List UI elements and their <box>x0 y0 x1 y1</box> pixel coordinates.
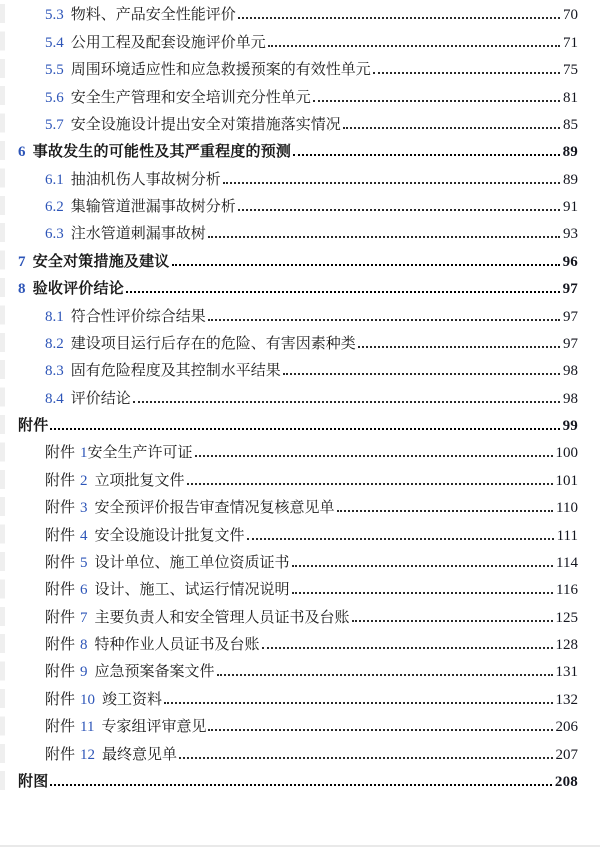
toc-entry[interactable] <box>0 632 600 659</box>
toc-entry-prefix: 附件 <box>45 608 76 626</box>
toc-entry-title: 事故发生的可能性及其严重程度的预测 <box>32 143 292 161</box>
toc-entry-number: 11 <box>80 719 95 736</box>
toc-entry-number: 5.5 <box>45 62 64 79</box>
toc-entry[interactable] <box>0 714 600 741</box>
toc-list <box>0 2 600 796</box>
toc-entry-title: 附图 <box>18 772 49 790</box>
toc-entry-title: 安全生产管理和安全培训充分性单元 <box>70 88 311 106</box>
toc-entry-title: 注水管道刺漏事故树 <box>70 225 206 243</box>
toc-entry[interactable] <box>0 303 600 330</box>
toc-leader-dots <box>262 647 553 649</box>
toc-entry[interactable] <box>0 331 600 358</box>
toc-entry-prefix: 附件 <box>45 526 76 544</box>
toc-entry-title: 符合性评价综合结果 <box>70 307 206 325</box>
toc-entry-title: 安全对策措施及建议 <box>32 252 170 270</box>
toc-entry-prefix: 附件 <box>45 553 76 571</box>
toc-entry-title: 附件 <box>18 417 49 434</box>
toc-entry-page: 89 <box>563 171 578 188</box>
toc-leader-dots <box>50 784 551 786</box>
toc-entry[interactable] <box>0 769 600 796</box>
toc-entry[interactable] <box>0 659 600 686</box>
toc-entry-page: 111 <box>556 527 578 544</box>
toc-entry[interactable] <box>0 467 600 494</box>
toc-entry-title: 主要负责人和安全管理人员证书及台账 <box>94 608 350 626</box>
toc-entry[interactable] <box>0 358 600 385</box>
toc-entry-prefix: 附件 <box>45 581 76 599</box>
toc-entry-number: 6.2 <box>45 199 64 215</box>
toc-leader-dots <box>195 455 553 457</box>
toc-entry-number: 8.1 <box>45 308 64 325</box>
toc-leader-dots <box>223 182 560 184</box>
toc-leader-dots <box>133 401 560 403</box>
toc-entry-page: 98 <box>563 390 578 407</box>
toc-entry-title: 验收评价结论 <box>32 280 124 298</box>
toc-entry[interactable] <box>0 577 600 604</box>
toc-entry-number: 8.2 <box>45 335 64 352</box>
toc-entry-title: 特种作业人员证书及台账 <box>94 636 260 653</box>
toc-entry[interactable] <box>0 221 600 248</box>
toc-entry[interactable] <box>0 84 600 111</box>
toc-entry-page: 85 <box>563 116 578 133</box>
toc-entry-title: 立项批复文件 <box>94 471 185 489</box>
toc-entry-title: 专家组评审意见 <box>101 718 207 736</box>
toc-entry-title: 竣工资料 <box>102 690 163 708</box>
toc-entry-prefix: 附件 <box>45 636 76 653</box>
toc-entry[interactable] <box>0 139 600 166</box>
toc-entry-page: 97 <box>562 281 578 298</box>
toc-entry-page: 101 <box>555 472 578 489</box>
toc-entry-number: 8.4 <box>45 390 64 407</box>
toc-entry[interactable] <box>0 522 600 549</box>
toc-entry-title: 应急预案备案文件 <box>94 663 215 681</box>
toc-entry-prefix: 附件 <box>45 690 76 708</box>
toc-entry-prefix: 附件 <box>45 663 76 681</box>
toc-entry[interactable] <box>0 112 600 139</box>
toc-entry-page: 128 <box>555 637 578 653</box>
toc-entry[interactable] <box>0 385 600 412</box>
toc-entry-page: 125 <box>555 609 578 626</box>
toc-entry-number: 1 <box>80 445 88 462</box>
toc-entry-number: 8.3 <box>45 363 64 380</box>
toc-leader-dots <box>247 538 554 540</box>
toc-leader-dots <box>337 510 554 512</box>
toc-entry-title: 最终意见单 <box>102 745 178 763</box>
toc-entry-page: 89 <box>562 144 578 161</box>
toc-entry-title: 设计单位、施工单位资质证书 <box>94 553 290 571</box>
toc-entry-title: 建设项目运行后存在的危险、有害因素种类 <box>70 334 356 352</box>
toc-leader-dots <box>358 346 560 348</box>
toc-entry-number: 5.4 <box>45 34 64 51</box>
toc-leader-dots <box>292 592 554 594</box>
toc-entry-prefix: 附件 <box>45 471 76 489</box>
toc-entry[interactable] <box>0 686 600 713</box>
toc-entry-number: 5.7 <box>45 116 64 133</box>
toc-entry-prefix: 附件 <box>45 444 76 462</box>
toc-entry-number: 7 <box>18 253 26 270</box>
toc-entry-page: 100 <box>555 445 578 462</box>
toc-entry-number: 8 <box>18 281 26 298</box>
toc-entry[interactable] <box>0 194 600 221</box>
toc-entry-page: 70 <box>563 7 578 24</box>
toc-entry-title: 物料、产品安全性能评价 <box>70 6 236 24</box>
toc-entry-number: 2 <box>80 472 88 489</box>
toc-entry-prefix: 附件 <box>45 745 76 763</box>
toc-entry-page: 114 <box>556 554 578 571</box>
toc-entry-page: 131 <box>555 664 578 681</box>
toc-entry-page: 208 <box>554 773 578 790</box>
toc-leader-dots <box>126 291 560 293</box>
toc-entry-title: 安全预评价报告审查情况复核意见单 <box>94 499 335 517</box>
toc-entry-number: 9 <box>80 664 88 681</box>
toc-entry[interactable] <box>0 550 600 577</box>
toc-entry[interactable] <box>0 413 600 440</box>
toc-entry-page: 96 <box>562 253 578 270</box>
toc-entry-number: 6.3 <box>45 226 64 243</box>
toc-entry[interactable] <box>0 440 600 467</box>
toc-leader-dots <box>373 72 560 74</box>
toc-entry-page: 97 <box>563 308 578 325</box>
toc-entry-page: 75 <box>563 62 578 79</box>
toc-entry-number: 6.1 <box>45 171 64 188</box>
toc-entry-prefix: 附件 <box>45 718 76 736</box>
toc-entry-title: 安全设施设计批复文件 <box>94 526 245 544</box>
toc-entry-number: 6 <box>80 582 88 599</box>
toc-entry-title: 安全设施设计提出安全对策措施落实情况 <box>70 115 341 133</box>
toc-entry-page: 116 <box>556 582 578 599</box>
toc-leader-dots <box>283 373 560 375</box>
toc-entry-title: 抽油机伤人事故树分析 <box>70 170 221 188</box>
toc-entry-number: 5.3 <box>45 7 64 24</box>
toc-leader-dots <box>172 264 560 266</box>
toc-leader-dots <box>238 209 560 211</box>
toc-leader-dots <box>268 45 560 47</box>
toc-entry[interactable] <box>0 57 600 84</box>
toc-entry[interactable] <box>0 166 600 193</box>
toc-leader-dots <box>352 620 553 622</box>
toc-entry-prefix: 附件 <box>45 499 76 517</box>
toc-entry[interactable] <box>0 248 600 275</box>
toc-leader-dots <box>208 319 560 321</box>
toc-entry[interactable] <box>0 29 600 56</box>
toc-leader-dots <box>313 100 560 102</box>
toc-entry-page: 98 <box>563 363 578 380</box>
toc-entry-number: 7 <box>80 609 88 626</box>
toc-entry-title: 设计、施工、试运行情况说明 <box>94 581 290 599</box>
toc-entry[interactable] <box>0 276 600 303</box>
toc-leader-dots <box>293 154 559 156</box>
toc-entry-page: 99 <box>562 418 578 434</box>
toc-entry-page: 97 <box>563 335 578 352</box>
toc-entry-page: 81 <box>563 89 578 106</box>
toc-entry[interactable] <box>0 741 600 768</box>
toc-entry-title: 集输管道泄漏事故树分析 <box>70 198 236 215</box>
toc-leader-dots <box>50 428 559 430</box>
toc-entry-page: 207 <box>555 746 578 763</box>
toc-entry-title: 公用工程及配套设施评价单元 <box>70 33 266 51</box>
toc-entry-number: 10 <box>80 691 96 708</box>
toc-entry-title: 安全生产许可证 <box>87 444 193 462</box>
toc-entry-number: 4 <box>80 527 88 544</box>
toc-entry-title: 固有危险程度及其控制水平结果 <box>70 362 281 380</box>
toc-entry-title: 周围环境适应性和应急救援预案的有效性单元 <box>70 61 371 79</box>
toc-entry-number: 12 <box>80 746 96 763</box>
toc-entry-number: 5 <box>80 554 88 571</box>
toc-entry-page: 71 <box>563 34 578 51</box>
toc-leader-dots <box>208 729 552 731</box>
toc-entry-page: 93 <box>563 226 578 243</box>
toc-entry[interactable] <box>0 495 600 522</box>
toc-leader-dots <box>164 702 552 704</box>
toc-entry-title: 评价结论 <box>70 389 131 407</box>
toc-leader-dots <box>217 674 553 676</box>
toc-entry-page: 91 <box>563 199 578 215</box>
toc-leader-dots <box>343 127 560 129</box>
toc-entry-page: 110 <box>556 500 578 517</box>
toc-entry[interactable] <box>0 2 600 29</box>
toc-leader-dots <box>208 236 560 238</box>
toc-leader-dots <box>292 565 554 567</box>
toc-entry-number: 3 <box>80 500 88 517</box>
toc-leader-dots <box>179 757 552 759</box>
toc-entry-number: 8 <box>80 637 88 653</box>
toc-entry-number: 5.6 <box>45 89 64 106</box>
page-bottom-shadow <box>0 845 600 847</box>
toc-entry[interactable] <box>0 604 600 631</box>
toc-leader-dots <box>187 483 553 485</box>
toc-entry-number: 6 <box>18 144 26 161</box>
toc-leader-dots <box>238 17 560 19</box>
toc-entry-page: 206 <box>555 719 578 736</box>
toc-entry-page: 132 <box>555 691 578 708</box>
